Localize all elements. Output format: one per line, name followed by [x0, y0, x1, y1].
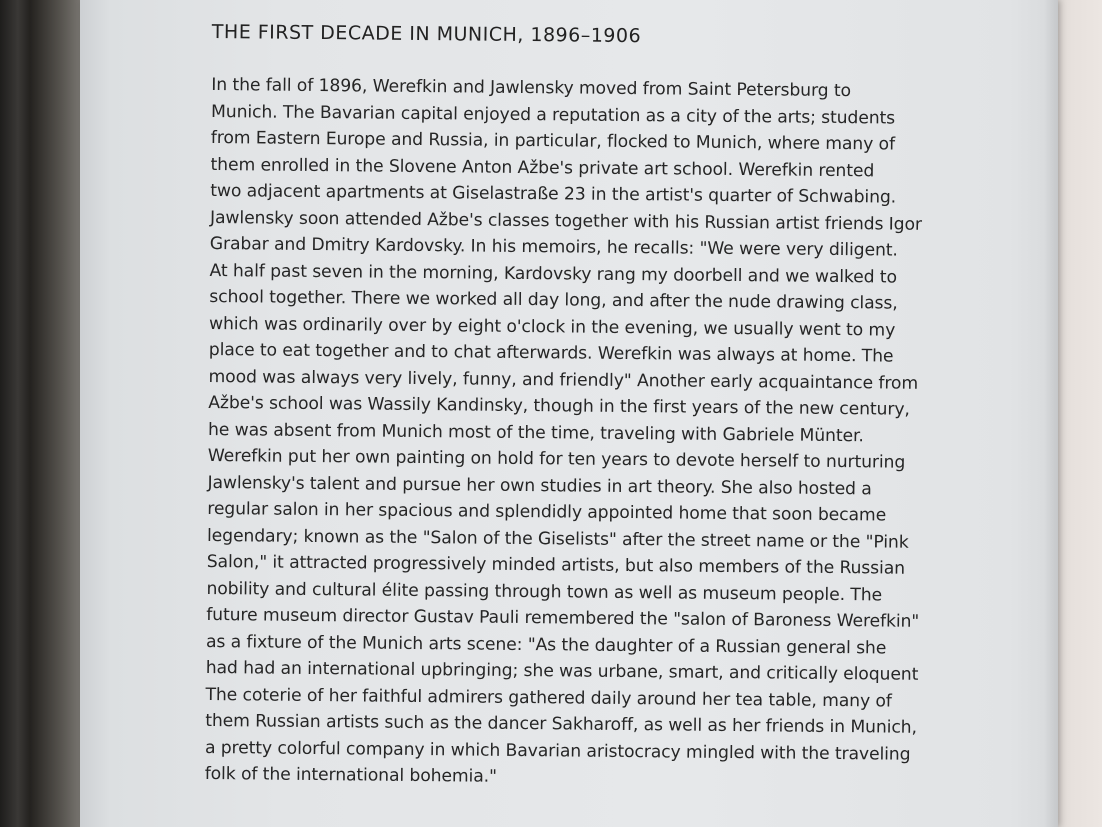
text-line: Munich. The Bavarian capital enjoyed a reputation as a city of the arts; students — [211, 101, 896, 129]
text-line: as a fixture of the Munich arts scene: "As the daughter of a Russian general she — [205, 631, 887, 659]
text-line: them enrolled in the Slovene Anton Ažbe's private art school. Werefkin rented — [210, 154, 875, 181]
body-paragraph — [205, 72, 952, 795]
text-line: two adjacent apartments at Giselastraße 23 in the artist's quarter of Schwabing. — [210, 180, 897, 208]
text-line: mood was always very lively, funny, and friendly" Another early acquaintance from — [208, 366, 919, 394]
wall-text — [205, 18, 952, 795]
text-line: Ažbe's school was Wassily Kandinsky, though in the first years of the new century, — [208, 392, 910, 420]
text-line: which was ordinarily over by eight o'clock in the evening, we usually went to my — [208, 313, 896, 341]
text-line: nobility and cultural élite passing through town as well as museum people. The — [206, 578, 883, 605]
text-line: folk of the international bohemia." — [204, 763, 497, 787]
text-line: Grabar and Dmitry Kardovsky. In his memoirs, he recalls: "We were very diligent. — [209, 233, 898, 261]
text-line: them Russian artists such as the dancer Sakharoff, as well as her friends in Munich, — [205, 710, 917, 738]
text-line: Werefkin put her own painting on hold for ten years to devote herself to nurturing — [207, 445, 906, 473]
text-line: regular salon in her spacious and splendidly appointed home that soon became — [207, 498, 887, 526]
panel-heading: THE FIRST DECADE IN MUNICH, 1896–1906 — [211, 20, 642, 48]
text-line: Jawlensky's talent and pursue her own studies in art theory. She also hosted a — [207, 472, 872, 499]
text-line: Salon," it attracted progressively minded artists, but also members of the Russian — [206, 551, 906, 579]
text-line: At half past seven in the morning, Kardovsky rang my doorbell and we walked to — [209, 260, 898, 288]
text-line: Jawlensky soon attended Ažbe's classes together with his Russian artist friends Igor — [209, 207, 922, 235]
text-line: from Eastern Europe and Russia, in particular, flocked to Munich, where many of — [210, 127, 896, 155]
text-line: place to eat together and to chat afterwards. Werefkin was always at home. The — [208, 339, 894, 367]
text-line: In the fall of 1896, Werefkin and Jawlensky moved from Saint Petersburg to — [211, 74, 852, 102]
text-line: had had an international upbringing; she was urbane, smart, and critically eloquent — [205, 657, 919, 685]
text-line: he was absent from Munich most of the time, traveling with Gabriele Münter. — [207, 419, 864, 446]
text-line: The coterie of her faithful admirers gathered daily around her tea table, many of — [205, 684, 892, 712]
text-line: school together. There we worked all day long, and after the nude drawing class, — [209, 286, 898, 314]
text-line: future museum director Gustav Pauli remembered the "salon of Baroness Werefkin" — [206, 604, 920, 632]
text-line: legendary; known as the "Salon of the Giselists" after the street name or the "Pink — [206, 525, 909, 553]
text-line: a pretty colorful company in which Bavarian aristocracy mingled with the traveling — [204, 737, 911, 765]
gallery-wall — [1052, 0, 1102, 827]
